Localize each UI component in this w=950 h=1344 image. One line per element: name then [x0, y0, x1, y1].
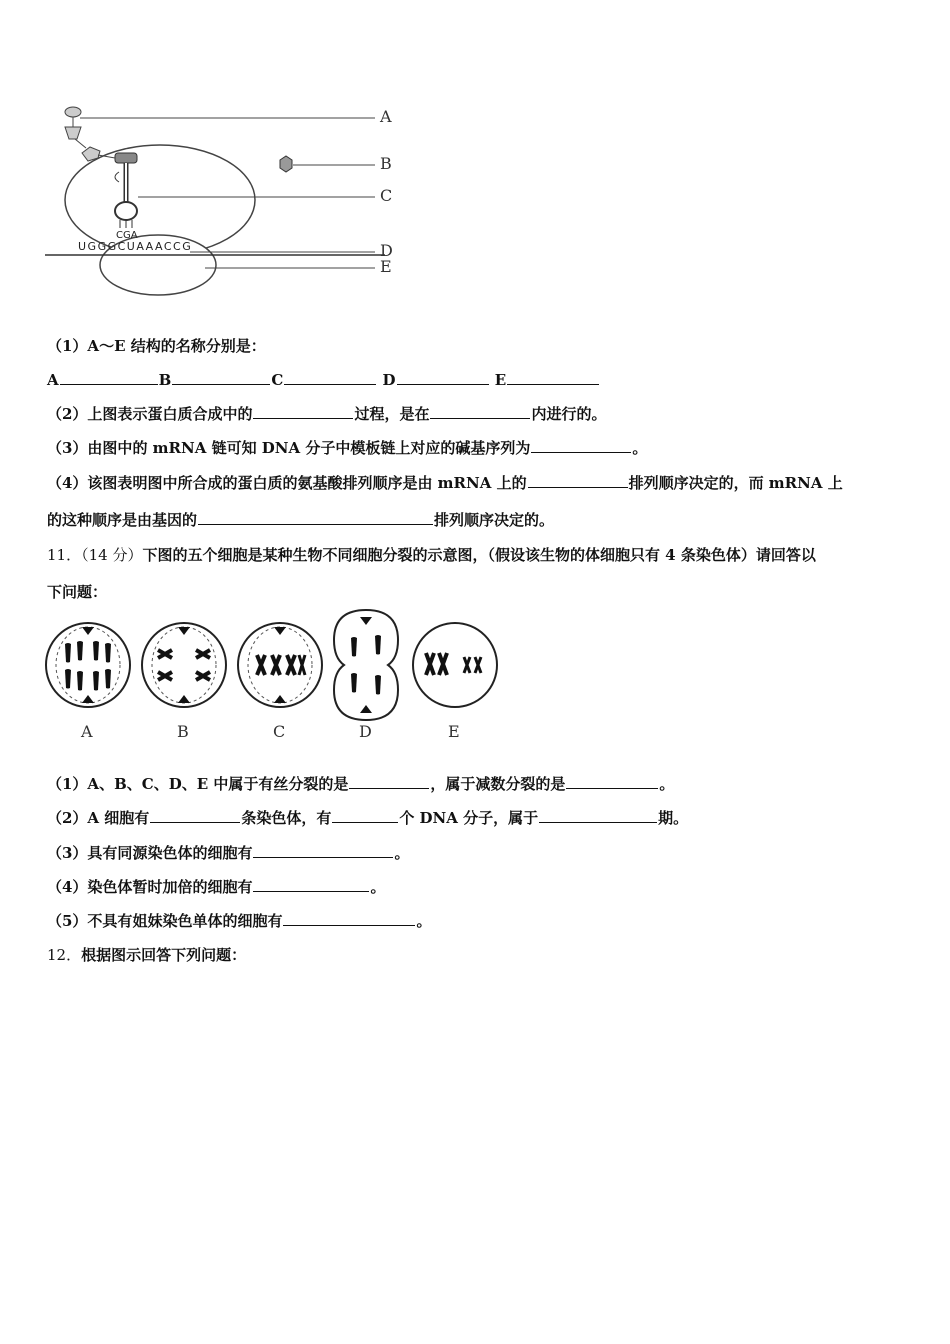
cell-e: [413, 623, 497, 707]
blank-d[interactable]: [397, 370, 489, 385]
cell-a: [46, 623, 130, 707]
label-a: A: [380, 107, 392, 126]
translation-diagram: [40, 100, 410, 300]
cell-division-diagram: [40, 605, 510, 745]
label-d: D: [380, 241, 393, 260]
q11-part1: （1）A、B、C、D、E 中属于有丝分裂的是 ，属于减数分裂的是 。: [47, 775, 675, 793]
label-c: C: [380, 186, 393, 205]
q10-part4-line1: （4）该图表明图中所合成的蛋白质的氨基酸排列顺序是由 mRNA 上的 排列顺序决定的，而 mRNA 上: [47, 474, 843, 492]
blank-phase[interactable]: [539, 808, 657, 823]
cell-b: [142, 623, 226, 707]
blank-process[interactable]: [253, 404, 353, 419]
label-e: E: [380, 257, 392, 276]
mrna-codon-label: UGGGCUAAACCG: [78, 240, 193, 253]
blank-doubled[interactable]: [253, 877, 369, 892]
q10-part1: （1）A～E 结构的名称分别是：: [47, 337, 266, 355]
anticodon-label: CGA: [116, 230, 138, 241]
q10-part3: （3）由图中的 mRNA 链可知 DNA 分子中模板链上对应的碱基序列为 。: [47, 439, 648, 457]
cell-d: [334, 610, 398, 720]
blank-dna-count[interactable]: [332, 808, 398, 823]
blank-location[interactable]: [430, 404, 530, 419]
peptide-chain: [65, 107, 115, 161]
trna: [115, 153, 138, 241]
blank-no-sister[interactable]: [283, 911, 415, 926]
blank-gene-order[interactable]: [198, 510, 433, 525]
cell-label-d: D: [359, 722, 372, 741]
cell-c: [238, 623, 322, 707]
q10-part4-line2: 的这种顺序是由基因的 排列顺序决定的。: [47, 511, 555, 529]
q11-part5: （5）不具有姐妹染色单体的细胞有 。: [47, 912, 432, 930]
blank-c[interactable]: [284, 370, 376, 385]
q12-stem: 12．根据图示回答下列问题：: [47, 946, 247, 964]
blank-b[interactable]: [172, 370, 270, 385]
q11-stem-line2: 下问题：: [47, 583, 108, 601]
blank-homologous[interactable]: [253, 843, 393, 858]
blank-meiosis[interactable]: [566, 774, 658, 789]
blank-sequence[interactable]: [531, 438, 631, 453]
q10-part2: （2）上图表示蛋白质合成中的 过程，是在 内进行的。: [47, 405, 607, 423]
blank-codon-order[interactable]: [528, 473, 628, 488]
q11-part2: （2）A 细胞有 条染色体，有 个 DNA 分子，属于 期。: [47, 809, 689, 827]
cell-label-a: A: [81, 722, 93, 741]
cell-label-e: E: [448, 722, 460, 741]
cell-label-c: C: [273, 722, 286, 741]
cell-label-b: B: [177, 722, 189, 741]
blank-mitosis[interactable]: [349, 774, 429, 789]
q11-part3: （3）具有同源染色体的细胞有 。: [47, 844, 410, 862]
q11-part4: （4）染色体暂时加倍的细胞有 。: [47, 878, 386, 896]
amino-acid: [280, 156, 292, 172]
label-b: B: [380, 154, 392, 173]
blank-chromosome-count[interactable]: [150, 808, 240, 823]
q11-stem-line1: 11．（14 分）下图的五个细胞是某种生物不同细胞分裂的示意图，（假设该生物的体细胞只有 4 条染色体）请回答以: [47, 546, 816, 564]
blank-e[interactable]: [507, 370, 599, 385]
blank-a[interactable]: [60, 370, 158, 385]
q10-names-row: A B C D E: [47, 370, 600, 390]
